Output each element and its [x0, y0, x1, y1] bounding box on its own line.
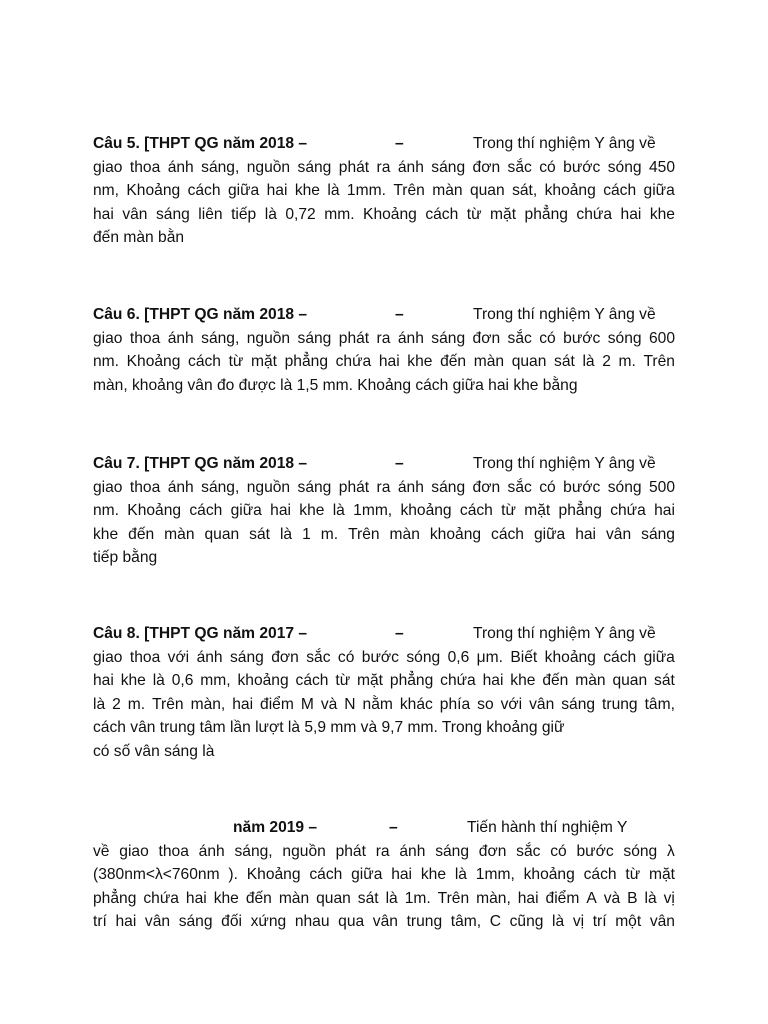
word: sắc [516, 842, 541, 860]
dash: – [395, 306, 404, 323]
word: cách [309, 866, 343, 883]
word: giữa [643, 182, 675, 199]
word: nhau [294, 913, 330, 930]
word: màn [432, 182, 463, 199]
body-line: cách vân trung tâm lần lượt là 5,9 mm và 9,7 mm. Trong khoảng giữ [93, 719, 565, 736]
word: là [264, 205, 277, 223]
word: mặt [357, 672, 384, 689]
word: vân [606, 525, 632, 543]
word: chứa [335, 353, 372, 370]
word: cách [603, 182, 637, 199]
body-line [93, 840, 675, 864]
word: sóng [607, 478, 642, 496]
word: m. [127, 695, 146, 713]
word: khe [510, 672, 536, 689]
word: hai [270, 502, 291, 519]
word: quan [469, 182, 505, 199]
word: sáng [155, 205, 190, 223]
word: khe [407, 353, 433, 370]
word: cách [187, 182, 221, 199]
word: Khoảng [126, 182, 181, 199]
dash: – [389, 819, 398, 836]
word: ánh [397, 158, 424, 176]
word: sáng [297, 329, 332, 347]
word: sát [357, 889, 379, 907]
word: sáng, [201, 158, 240, 176]
word: sắc [507, 478, 532, 496]
word: tiếp [231, 205, 257, 223]
word: màn [389, 525, 420, 543]
word: màn [473, 353, 505, 370]
word: nguồn [246, 329, 291, 347]
word: sóng [406, 648, 441, 666]
word: có [550, 842, 567, 860]
word: 600 [648, 329, 675, 347]
word: phẳng [389, 672, 434, 689]
word: 1mm, [475, 866, 515, 883]
word: giao [93, 648, 123, 666]
word: ánh [167, 478, 194, 496]
word: nằm [362, 695, 393, 713]
word: nguồn [282, 842, 326, 860]
word: khe [213, 889, 239, 907]
word: trung [602, 695, 638, 713]
question-lead: Trong thí nghiệm Y âng về [473, 455, 656, 472]
question-label: Câu 6. [THPT QG năm 2018 – [93, 306, 308, 323]
word: 2 [112, 695, 121, 713]
word: bước [563, 329, 601, 347]
word: N [344, 695, 356, 713]
word: phát [338, 329, 370, 347]
word: đối [221, 913, 242, 930]
body-line [93, 910, 675, 934]
question-label: Câu 8. [THPT QG năm 2017 – [93, 625, 308, 642]
word: hai [482, 672, 504, 689]
body-line [93, 693, 675, 717]
word: có [539, 329, 556, 347]
word: nm. [93, 353, 119, 370]
word: phẳng [284, 353, 328, 370]
word: qua [338, 913, 365, 930]
word: có [337, 648, 355, 666]
word: 450 [648, 158, 675, 176]
word: Trên [393, 182, 425, 199]
word: hai [93, 672, 114, 689]
word: giữa [533, 525, 566, 543]
word: khoảng [544, 648, 596, 666]
word: 0,6 [171, 672, 194, 689]
word: thoa [129, 648, 161, 666]
word: phía [439, 695, 471, 713]
word: 1mm. [346, 182, 386, 199]
word: ra [376, 329, 391, 347]
word: Khoảng [127, 502, 182, 519]
word: sáng [561, 695, 596, 713]
word: hai [620, 205, 642, 223]
word: ánh [198, 842, 225, 860]
word: khoảng [523, 866, 575, 883]
word: cách [491, 525, 524, 543]
word: hai [115, 913, 137, 930]
word: đơn [472, 478, 501, 496]
word: vân [529, 695, 555, 713]
word: hai [378, 353, 400, 370]
word: phẳng [524, 205, 568, 223]
body-line: đến màn bằn [93, 229, 185, 246]
word: Khoảng [363, 205, 417, 223]
question-5 [93, 132, 675, 250]
dash: – [395, 135, 404, 152]
word: cách [189, 502, 223, 519]
word: khe [420, 866, 446, 883]
word: Biết [510, 648, 538, 666]
word: m. [618, 353, 636, 370]
question-2019 [93, 816, 675, 934]
word: và [603, 889, 621, 907]
word: quan [316, 889, 351, 907]
word: màn [575, 672, 606, 689]
word: vân [372, 913, 398, 930]
word: một [615, 913, 642, 930]
body-line [93, 350, 675, 374]
word: thoa [158, 842, 189, 860]
word: hai [575, 525, 597, 543]
question-label: Câu 5. [THPT QG năm 2018 – [93, 135, 308, 152]
word: hai [93, 205, 114, 223]
word: chứa [440, 672, 476, 689]
word: sáng, [234, 842, 273, 860]
word: Khoảng [246, 866, 301, 883]
word: 1 [302, 525, 311, 543]
word: bước [563, 158, 601, 176]
word: từ [335, 672, 351, 689]
word: khe [299, 502, 325, 519]
word: là [644, 889, 657, 907]
word: bước [361, 648, 399, 666]
word: sáng [297, 158, 332, 176]
word: sát, [512, 182, 538, 199]
word: giao [93, 478, 123, 496]
word: đơn [472, 158, 501, 176]
word: liên [198, 205, 223, 223]
word: ra [376, 158, 391, 176]
word: phẳng [558, 502, 602, 519]
word: ánh [167, 329, 194, 347]
word: khoảng [544, 182, 596, 199]
word: sáng [297, 478, 332, 496]
word: 0,6 [447, 648, 470, 666]
word: điểm [260, 695, 294, 713]
word: mặt [649, 866, 675, 883]
word: μm. [476, 648, 503, 666]
word: và [320, 695, 338, 713]
word: màn, [190, 695, 226, 713]
word: M [300, 695, 314, 713]
word: là [552, 913, 565, 930]
body-line [93, 646, 675, 670]
word: thoa [129, 478, 161, 496]
word: giao [119, 842, 149, 860]
word: khoảng [237, 672, 289, 689]
word: mặt [524, 502, 551, 519]
word: khe [93, 525, 119, 543]
word: ánh [196, 648, 223, 666]
word: trí [93, 913, 107, 930]
word: màn [164, 525, 195, 543]
question-6 [93, 303, 675, 397]
body-line [93, 327, 675, 351]
word: vị [572, 913, 585, 930]
word: khe [120, 672, 146, 689]
word: đơn [271, 648, 299, 666]
word: nm, [93, 182, 119, 199]
word: cách [295, 672, 329, 689]
question-header [93, 132, 675, 156]
word: khoảng [429, 525, 482, 543]
word: sát [654, 672, 675, 689]
word: sáng [431, 478, 466, 496]
word: Khoảng [126, 353, 181, 370]
word: là [279, 525, 293, 543]
word: mm. [324, 205, 355, 223]
word: từ [228, 353, 244, 370]
word: khác [399, 695, 433, 713]
word: mặt [490, 205, 517, 223]
word: đến [542, 672, 569, 689]
word: Trên [437, 889, 470, 907]
word: sáng [178, 913, 213, 930]
word: hai [654, 502, 675, 519]
word: ). [228, 866, 238, 883]
word: ánh [397, 329, 424, 347]
word: là [385, 889, 398, 907]
word: hai [232, 695, 254, 713]
word: quan [511, 353, 547, 370]
word: đơn [478, 842, 507, 860]
word: là [93, 695, 106, 713]
question-8 [93, 622, 675, 763]
word: từ [625, 866, 641, 883]
word: A [586, 889, 597, 907]
question-lead: Trong thí nghiệm Y âng về [473, 306, 656, 323]
question-header [93, 622, 675, 646]
word: C [489, 913, 501, 930]
word: hai [266, 182, 288, 199]
word: có [539, 158, 556, 176]
word: màn [278, 889, 310, 907]
word: ánh [167, 158, 194, 176]
word: phát [338, 478, 370, 496]
word: sáng, [201, 329, 240, 347]
word: giữa [230, 502, 262, 519]
word: điểm [545, 889, 580, 907]
word: phẳng [93, 889, 137, 907]
question-7 [93, 452, 675, 570]
word: về [93, 842, 110, 860]
question-lead: Trong thí nghiệm Y âng về [473, 625, 656, 642]
word: bước [576, 842, 614, 860]
body-line [93, 476, 675, 500]
word: giữa [227, 182, 260, 199]
word: ra [375, 842, 390, 860]
word: mm, [200, 672, 231, 689]
word: khe [649, 205, 675, 223]
word: cách [188, 353, 221, 370]
word: khoảng [400, 502, 452, 519]
word: đến [440, 353, 467, 370]
body-line: có số vân sáng là [93, 742, 215, 760]
word: quan [612, 672, 648, 689]
word: sóng [607, 158, 642, 176]
word: chứa [143, 889, 179, 907]
word: so [477, 695, 494, 713]
question-lead: Trong thí nghiệm Y âng về [473, 135, 656, 152]
word: sáng [230, 648, 264, 666]
word: vân [122, 205, 148, 223]
word: cách [425, 205, 459, 223]
word: 1mm, [353, 502, 393, 519]
word: sát [554, 353, 575, 370]
word: mặt [251, 353, 277, 370]
word: là [582, 353, 595, 370]
body-line [93, 887, 675, 911]
question-label: Câu 7. [THPT QG năm 2018 – [93, 455, 308, 472]
word: sóng [623, 842, 658, 860]
word: nm. [93, 502, 119, 519]
word: chứa [610, 502, 646, 519]
word: sáng [641, 525, 675, 543]
word: là [152, 672, 165, 689]
word: từ [466, 205, 482, 223]
word: 1m. [404, 889, 431, 907]
word: ánh [397, 478, 424, 496]
question-header [93, 303, 675, 327]
word: Trên [643, 353, 675, 370]
word: hai [517, 889, 539, 907]
word: sát [249, 525, 270, 543]
body-line [93, 523, 675, 547]
word: sáng, [201, 478, 240, 496]
question-label: năm 2019 – [233, 819, 318, 836]
word: đến [245, 889, 272, 907]
word: 500 [648, 478, 675, 496]
word: cách [459, 502, 493, 519]
word: hai [391, 866, 413, 883]
word: khe [294, 182, 320, 199]
word: chứa [576, 205, 613, 223]
question-lead: Tiến hành thí nghiệm Y [467, 819, 628, 836]
word: 2 [602, 353, 611, 370]
word: cách [583, 866, 617, 883]
body-line [93, 863, 675, 887]
word: giao [93, 329, 123, 347]
word: Trên [348, 525, 380, 543]
word: có [539, 478, 556, 496]
word: thoa [129, 329, 161, 347]
word: tâm, [450, 913, 482, 930]
word: xứng [250, 913, 287, 930]
body-line: màn, khoảng vân đo được là 1,5 mm. Khoảng cách giữa hai khe bằng [93, 376, 578, 394]
word: đến [128, 525, 155, 543]
word: Trên [152, 695, 184, 713]
word: là [332, 502, 345, 519]
word: phát [335, 842, 366, 860]
word: sóng [607, 329, 642, 347]
word: quan [204, 525, 240, 543]
word: với [167, 648, 190, 666]
word: λ [667, 842, 675, 860]
body-line [93, 179, 675, 203]
body-line [93, 499, 675, 523]
word: sắc [507, 158, 532, 176]
dash: – [395, 625, 404, 642]
body-line [93, 156, 675, 180]
word: cách [603, 648, 637, 666]
word: vân [649, 913, 675, 930]
word: vân [144, 913, 171, 930]
word: màn, [476, 889, 511, 907]
dash: – [395, 455, 404, 472]
word: sáng [431, 158, 466, 176]
word: với [500, 695, 523, 713]
word: B [627, 889, 638, 907]
word: cũng [509, 913, 544, 930]
word: nguồn [246, 158, 291, 176]
word: sáng [435, 842, 470, 860]
word: ánh [399, 842, 426, 860]
word: tâm, [644, 695, 675, 713]
word: giữa [351, 866, 383, 883]
word: thoa [129, 158, 161, 176]
body-line: tiếp bằng [93, 549, 158, 566]
word: sắc [507, 329, 532, 347]
word: sáng [431, 329, 466, 347]
word: (380nm<λ<760nm [93, 866, 220, 883]
word: là [454, 866, 467, 883]
word: ra [376, 478, 391, 496]
question-header [93, 816, 675, 840]
word: bước [563, 478, 601, 496]
body-line [93, 669, 675, 693]
question-header [93, 452, 675, 476]
word: hai [185, 889, 207, 907]
word: m. [320, 525, 339, 543]
word: sắc [306, 648, 331, 666]
word: 0,72 [285, 205, 316, 223]
word: trung [406, 913, 443, 930]
body-line [93, 203, 675, 227]
word: vị [663, 889, 675, 907]
word: trí [592, 913, 607, 930]
word: là [327, 182, 340, 199]
word: nguồn [246, 478, 291, 496]
word: giữa [643, 648, 675, 666]
word: giao [93, 158, 123, 176]
word: phát [338, 158, 370, 176]
word: đơn [472, 329, 501, 347]
word: từ [501, 502, 516, 519]
